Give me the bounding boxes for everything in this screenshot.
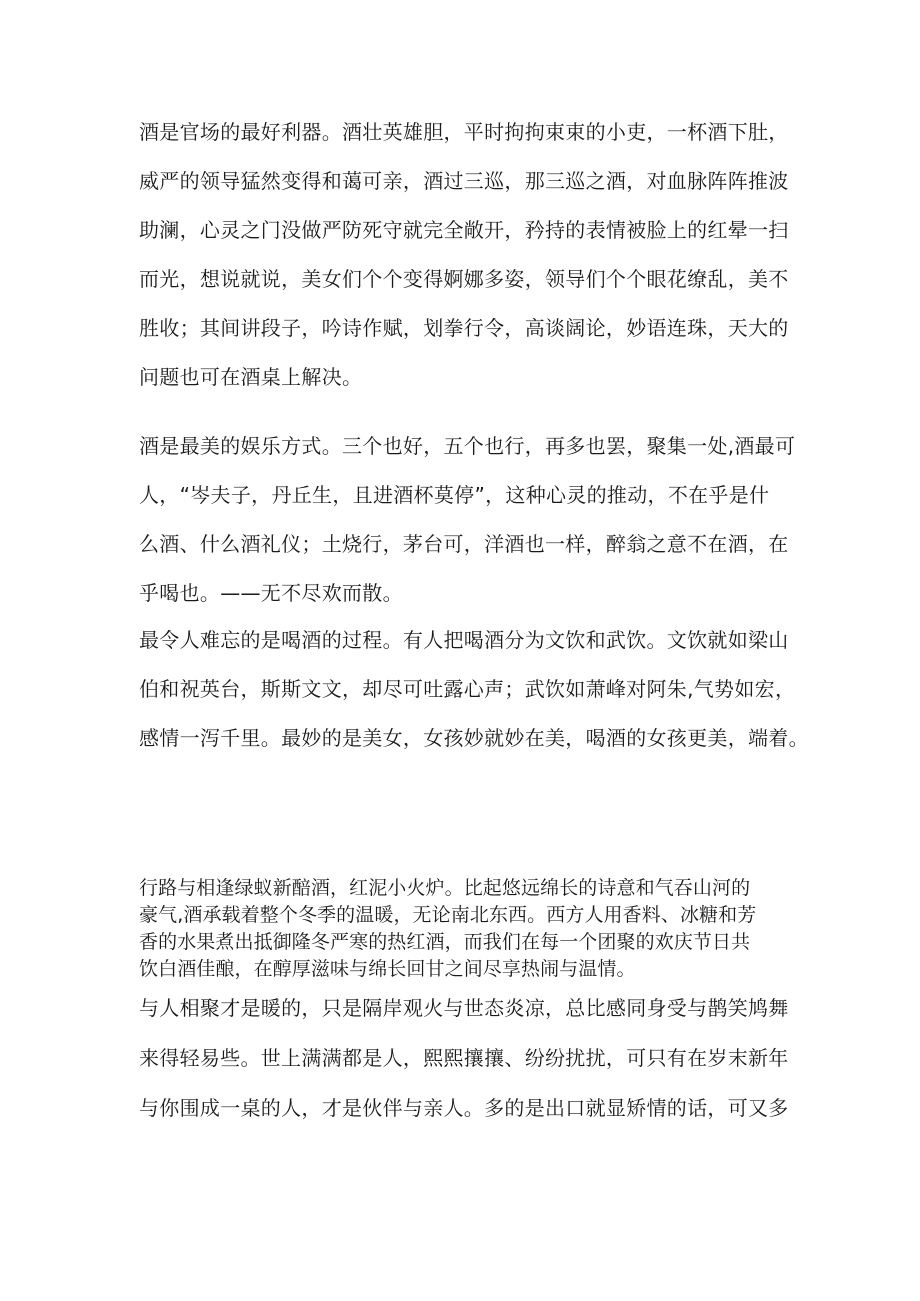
text-line: 行路与相逢绿蚁新醅酒，红泥小火炉。比起悠远绵长的诗意和气吞山河的 [139, 877, 751, 899]
text-line: 最令人难忘的是喝酒的过程。有人把喝酒分为文饮和武饮。文饮就如梁山 [139, 628, 789, 652]
text-line: 人，“岑夫子，丹丘生，且进酒杯莫停”，这种心灵的推动，不在乎是什 [139, 483, 770, 507]
text-line: 来得轻易些。世上满满都是人，熙熙攘攘、纷纷扰扰，可只有在岁末新年 [139, 1046, 789, 1070]
text-line: 豪气,酒承载着整个冬季的温暖，无论南北东西。西方人用香料、冰糖和芳 [139, 904, 757, 926]
text-line: 酒是官场的最好利器。酒壮英雄胆，平时拘拘束束的小吏，一杯酒下肚， [139, 120, 789, 144]
text-line: 与你围成一桌的人，才是伙伴与亲人。多的是出口就显矫情的话，可又多 [139, 1096, 789, 1120]
text-line: 而光，想说就说，美女们个个变得婀娜多姿，领导们个个眼花缭乱，美不 [139, 267, 789, 291]
text-line: 乎喝也。——无不尽欢而散。 [139, 581, 403, 605]
text-line: 伯和祝英台，斯斯文文，却尽可吐露心声；武饮如萧峰对阿朱,气势如宏， [139, 677, 796, 701]
text-line: 香的水果煮出抵御隆冬严寒的热红酒，而我们在每一个团聚的欢庆节日共 [139, 931, 751, 953]
text-line: 感情一泻千里。最妙的是美女，女孩妙就妙在美，喝酒的女孩更美，端着。 [139, 726, 809, 750]
text-line: 么酒、什么酒礼仪；土烧行，茅台可，洋酒也一样，醉翁之意不在酒，在 [139, 532, 789, 556]
text-line: 威严的领导猛然变得和蔼可亲，酒过三巡，那三巡之酒，对血脉阵阵推波 [139, 169, 789, 193]
text-line: 与人相聚才是暖的，只是隔岸观火与世态炎凉，总比感同身受与鹊笑鸠舞 [139, 996, 789, 1020]
text-line: 问题也可在酒桌上解决。 [139, 365, 363, 389]
text-line: 酒是最美的娱乐方式。三个也好，五个也行，再多也罢，聚集一处,酒最可 [139, 434, 796, 458]
text-line: 胜收；其间讲段子，吟诗作赋，划拳行令，高谈阔论，妙语连珠，天大的 [139, 316, 789, 340]
text-line: 助澜，心灵之门没做严防死守就完全敞开，矜持的表情被脸上的红晕一扫 [139, 218, 789, 242]
text-line: 饮白酒佳酿，在醇厚滋味与绵长回甘之间尽享热闹与温情。 [139, 958, 636, 980]
